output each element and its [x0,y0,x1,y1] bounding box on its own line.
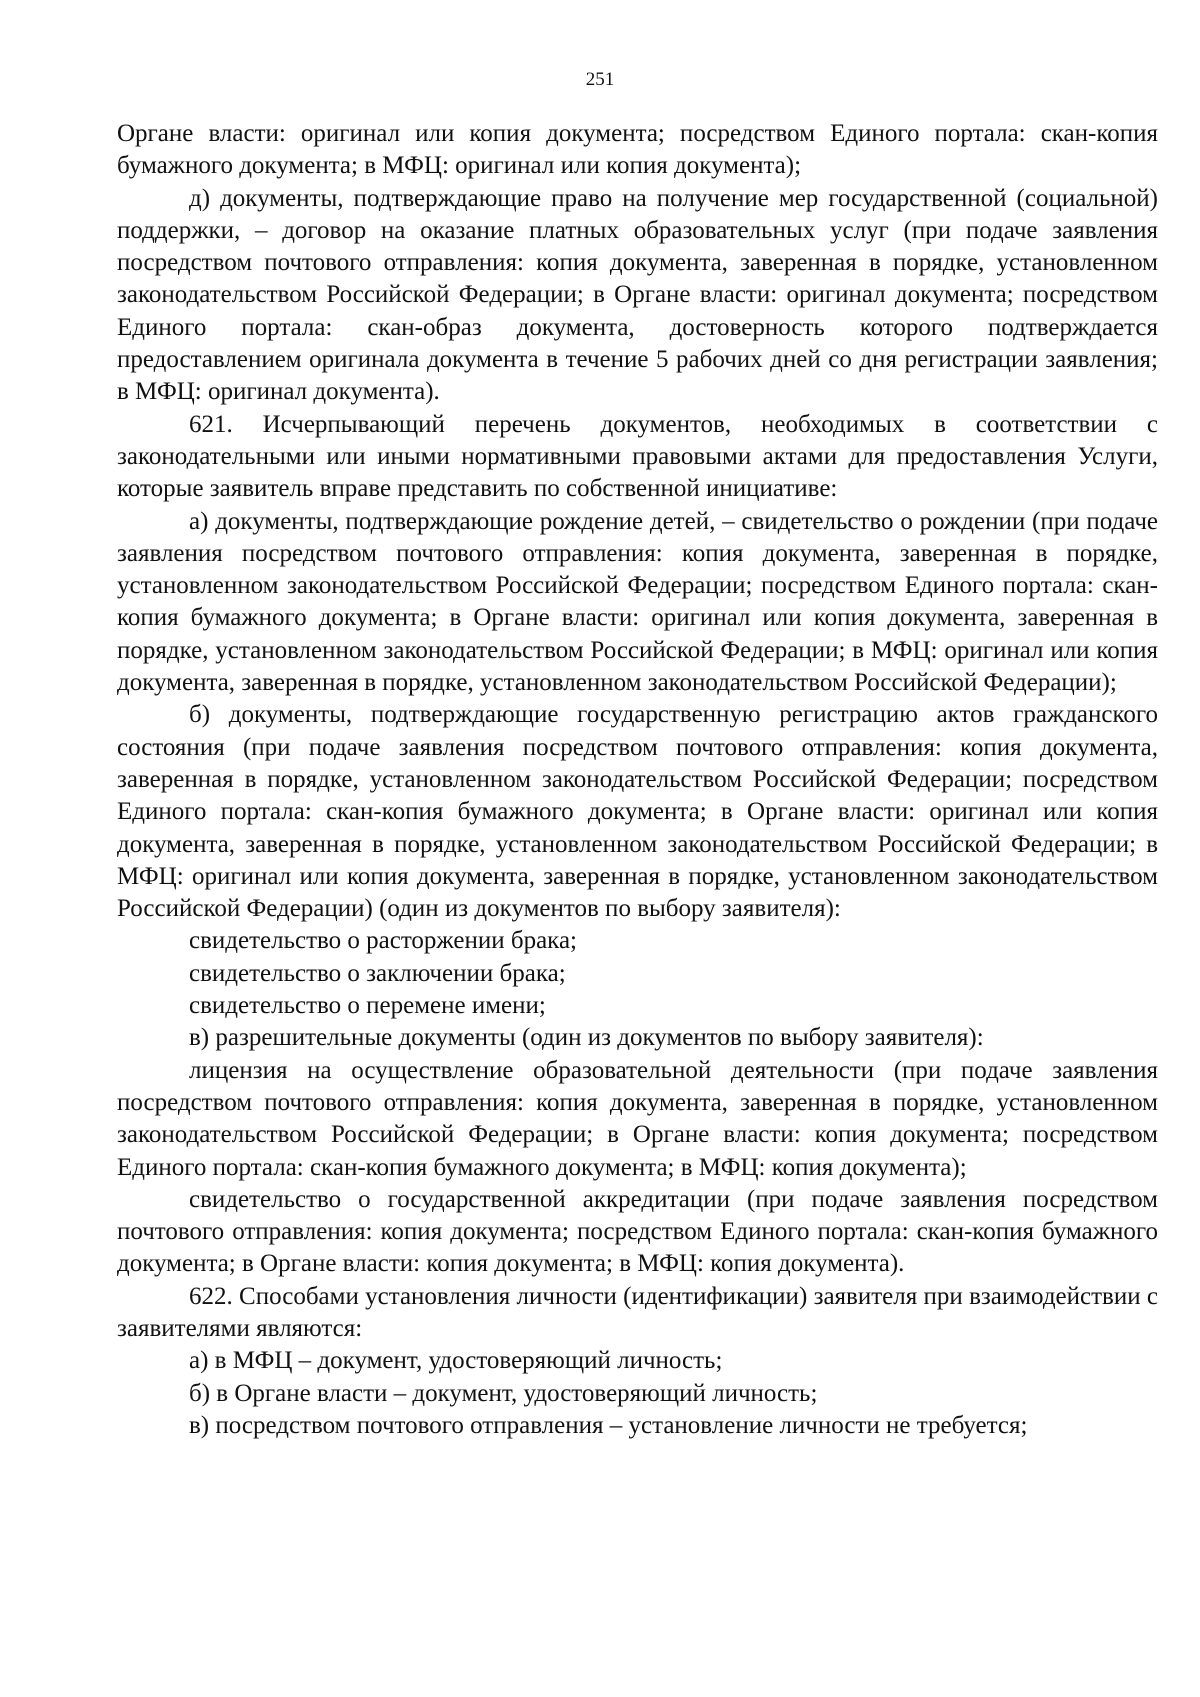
page-number: 251 [585,69,615,90]
list-item-marriage-certificate: свидетельство о заключении брака; [189,959,566,987]
paragraph-item-a: а) документы, подтверждающие рождение детей, – свидетельство о рождении (при подаче заявления посредством почтового отправления: копия документа, заверенная в порядке, установленном законодательством Российской Федерации; посредством Единого портала: скан-копия бумажного документа; в Органе власти: оригинал или копия документа, заверенная в порядке, установленном законодательством Российской Федерации; в МФЦ: оригинал или копия документа, заверенная в порядке, установленном законодательством Российской Федерации); [117,507,1158,697]
document-body [117,118,1158,1442]
list-item-accreditation-certificate: свидетельство о государственной аккредитации (при подаче заявления посредством почтового отправления: копия документа; посредством Единого портала: скан-копия бумажного документа; в Органе власти: копия документа; в МФЦ: копия документа). [117,1185,1158,1278]
list-item-divorce-certificate: свидетельство о расторжении брака; [189,927,577,955]
paragraph-item-v: в) разрешительные документы (один из документов по выбору заявителя): [189,1024,984,1052]
paragraph-continuation: Органе власти: оригинал или копия документа; посредством Единого портала: скан-копия бумажного документа; в МФЦ: оригинал или копия документа); [117,120,1158,180]
paragraph-621: 621. Исчерпывающий перечень документов, необходимых в соответствии с законодательными или иными нормативными правовыми актами для предоставления Услуги, которые заявитель вправе представить по собственной инициативе: [117,410,1158,503]
paragraph-622: 622. Способами установления личности (идентификации) заявителя при взаимодействии с заявителями являются: [117,1282,1158,1342]
paragraph-item-b: б) документы, подтверждающие государственную регистрацию актов гражданского состояния (при подаче заявления посредством почтового отправления: копия документа, заверенная в порядке, установленном законодательством Российской Федерации; посредством Единого портала: скан-копия бумажного документа; в Органе власти: оригинал или копия документа, заверенная в порядке, установленном законодательством Российской Федерации; в МФЦ: оригинал или копия документа, заверенная в порядке, установленном законодательством Российской Федерации) (один из документов по выбору заявителя): [117,701,1158,923]
list-item-postal-identification: в) посредством почтового отправления – установление личности не требуется; [189,1411,1028,1439]
list-item-name-change-certificate: свидетельство о перемене имени; [189,992,546,1020]
list-item-authority-identification: б) в Органе власти – документ, удостоверяющий личность; [189,1379,818,1407]
list-item-mfc-identification: а) в МФЦ – документ, удостоверяющий личность; [189,1347,723,1375]
list-item-education-license: лицензия на осуществление образовательной деятельности (при подаче заявления посредством почтового отправления: копия документа, заверенная в порядке, установленном законодательством Российской Федерации; в Органе власти: копия документа; посредством Единого портала: скан-копия бумажного документа; в МФЦ: копия документа); [117,1056,1158,1181]
paragraph-item-d: д) документы, подтверждающие право на получение мер государственной (социальной) поддержки, – договор на оказание платных образовательных услуг (при подаче заявления посредством почтового отправления: копия документа, заверенная в порядке, установленном законодательством Российской Федерации; в Органе власти: оригинал документа; посредством Единого портала: скан-образ документа, достоверность которого подтверждается предоставлением оригинала документа в течение 5 рабочих дней со дня регистрации заявления; в МФЦ: оригинал документа). [117,184,1158,406]
